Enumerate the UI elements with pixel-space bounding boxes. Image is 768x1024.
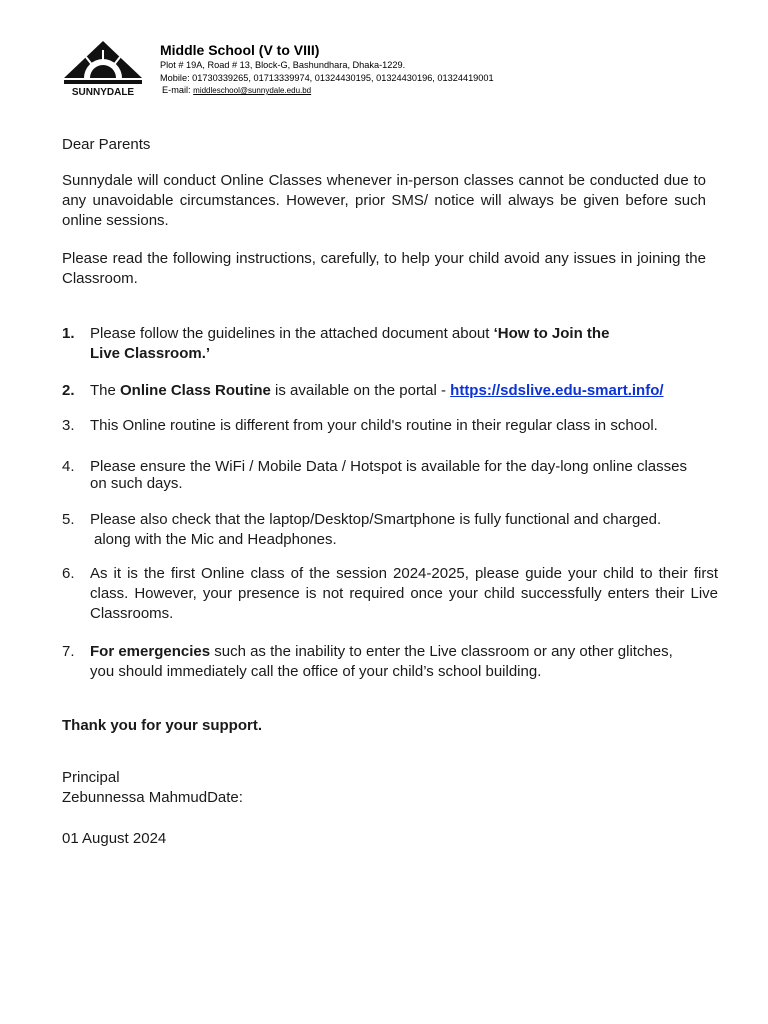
signer-name: Zebunnessa MahmudDate:: [62, 789, 243, 806]
sunnydale-logo: [62, 40, 144, 98]
school-email-row: [160, 84, 494, 98]
school-email-link[interactable]: middleschool@sunnydale.edu.bd: [193, 86, 312, 95]
school-mobile: Mobile: 01730339265, 01713339974, 01324430195, 01324430196, 01324419001: [160, 72, 494, 83]
logo-wordmark: SUNNYDALE: [71, 87, 135, 98]
school-address: Plot # 19A, Road # 13, Block-G, Bashundhara, Dhaka-1229.: [160, 60, 406, 70]
school-header: [160, 42, 494, 98]
item-number: 2.: [62, 382, 75, 399]
portal-link[interactable]: https://sdslive.edu-smart.info/: [450, 382, 664, 399]
item-number: 1.: [62, 325, 75, 342]
school-name: Middle School (V to VIII): [160, 42, 320, 58]
item-number: 3.: [62, 417, 75, 434]
list-item: [62, 324, 718, 364]
item-bold-text: For emergencies: [90, 643, 211, 660]
item-number: 7.: [62, 643, 75, 660]
item-number: 4.: [62, 458, 75, 475]
item-bold-text: Online Class Routine: [120, 382, 271, 399]
email-label: E-mail:: [162, 85, 191, 95]
list-item: [62, 416, 718, 436]
item-number: 5.: [62, 511, 75, 528]
salutation: Dear Parents: [62, 136, 151, 153]
list-item: [62, 381, 718, 401]
item-text: on such days.: [90, 475, 183, 492]
signer-title: Principal: [62, 769, 120, 786]
item-text: This Online routine is different from your child's routine in their regular class in school.: [90, 417, 658, 434]
item-text: along with the Mic and Headphones.: [94, 531, 337, 548]
item-text: The: [90, 382, 121, 399]
item-text: you should immediately call the office of your child’s school building.: [90, 663, 542, 680]
item-number: 6.: [62, 565, 75, 582]
letter-date: 01 August 2024: [62, 830, 167, 847]
intro-paragraph: Sunnydale will conduct Online Classes whenever in-person classes cannot be conducted due to any unavoidable circumstances. However, prior SMS/ notice will always be given before such online sessions.: [62, 172, 706, 229]
item-text: As it is the first Online class of the session 2024-2025, please guide your child to their first class. However, your presence is not required once your child successfully enters their Live Classrooms.: [90, 565, 718, 622]
instructions-paragraph: Please read the following instructions, carefully, to help your child avoid any issues in joining the Classroom.: [62, 250, 706, 287]
thanks-line: Thank you for your support.: [62, 717, 263, 734]
list-item: [62, 458, 718, 492]
list-item: [62, 564, 718, 624]
item-text: is available on the portal -: [270, 382, 451, 399]
item-text: Please ensure the WiFi / Mobile Data / Hotspot is available for the day-long online classes: [90, 458, 687, 475]
item-text: such as the inability to enter the Live classroom or any other glitches,: [210, 643, 673, 660]
item-bold-text: Live Classroom.’: [90, 345, 211, 362]
item-text: Please also check that the laptop/Desktop/Smartphone is fully functional and charged.: [90, 511, 662, 528]
list-item: [62, 642, 718, 682]
list-item: [62, 510, 718, 550]
item-text: Please follow the guidelines in the attached document about: [90, 325, 494, 342]
item-bold-text: ‘How to Join the: [493, 325, 610, 342]
